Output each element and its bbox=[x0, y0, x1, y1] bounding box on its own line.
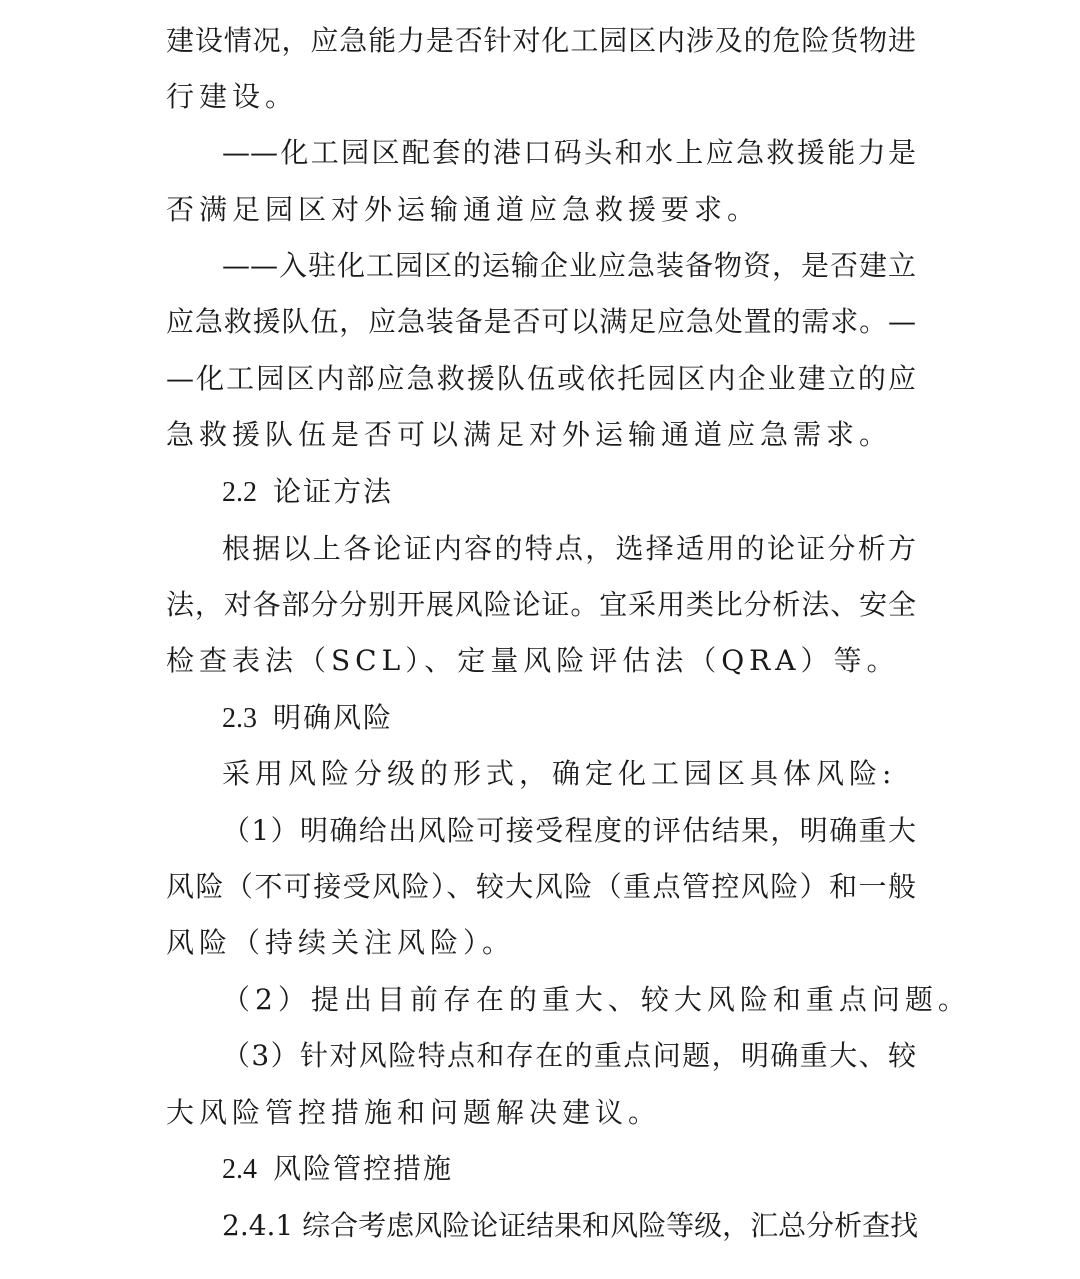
paragraph-line: 应急救援队伍，应急装备是否可以满足应急处置的需求。— bbox=[166, 305, 916, 338]
list-item-line: 风险（持续关注风险）。 bbox=[166, 926, 516, 959]
list-item-line: （3）针对风险特点和存在的重点问题，明确重大、较 bbox=[222, 1039, 916, 1072]
heading-title: 风险管控措施 bbox=[273, 1152, 454, 1185]
heading-title: 明确风险 bbox=[273, 701, 394, 734]
paragraph-line: 2.4.1 综合考虑风险论证结果和风险等级，汇总分析查找 bbox=[222, 1209, 919, 1242]
paragraph-line: ——化工园区配套的港口码头和水上应急救援能力是 bbox=[222, 136, 916, 169]
paragraph-line: —化工园区内部应急救援队伍或依托园区内企业建立的应 bbox=[166, 362, 916, 395]
paragraph-line: 检查表法（SCL）、定量风险评估法（QRA）等。 bbox=[166, 644, 900, 677]
section-heading-2-3 bbox=[222, 701, 916, 735]
paragraph-line: 行建设。 bbox=[166, 80, 299, 113]
paragraph-line: 根据以上各论证内容的特点，选择适用的论证分析方 bbox=[222, 532, 916, 565]
heading-number: 2.2 bbox=[222, 477, 257, 508]
heading-number: 2.4 bbox=[222, 1154, 257, 1185]
list-item-line: （2）提出目前存在的重大、较大风险和重点问题。 bbox=[222, 983, 971, 1016]
paragraph-line: 建设情况，应急能力是否针对化工园区内涉及的危险货物进 bbox=[166, 24, 916, 57]
paragraph-line: 采用风险分级的形式，确定化工园区具体风险: bbox=[222, 757, 897, 790]
paragraph-line: 否满足园区对外运输通道应急救援要求。 bbox=[166, 193, 761, 226]
heading-number: 2.3 bbox=[222, 703, 257, 734]
list-item-line: 大风险管控措施和问题解决建议。 bbox=[166, 1096, 662, 1129]
list-item-line: （1）明确给出风险可接受程度的评估结果，明确重大 bbox=[222, 814, 916, 847]
paragraph-line: 法，对各部分分别开展风险论证。宜采用类比分析法、安全 bbox=[166, 588, 916, 621]
paragraph-line: 急救援队伍是否可以满足对外运输通道应急需求。 bbox=[166, 418, 893, 451]
section-heading-2-4 bbox=[222, 1152, 916, 1186]
section-heading-2-2 bbox=[222, 475, 916, 509]
heading-title: 论证方法 bbox=[273, 475, 394, 508]
paragraph-line: ——入驻化工园区的运输企业应急装备物资，是否建立 bbox=[222, 249, 916, 282]
list-item-line: 风险（不可接受风险）、较大风险（重点管控风险）和一般 bbox=[166, 870, 916, 903]
